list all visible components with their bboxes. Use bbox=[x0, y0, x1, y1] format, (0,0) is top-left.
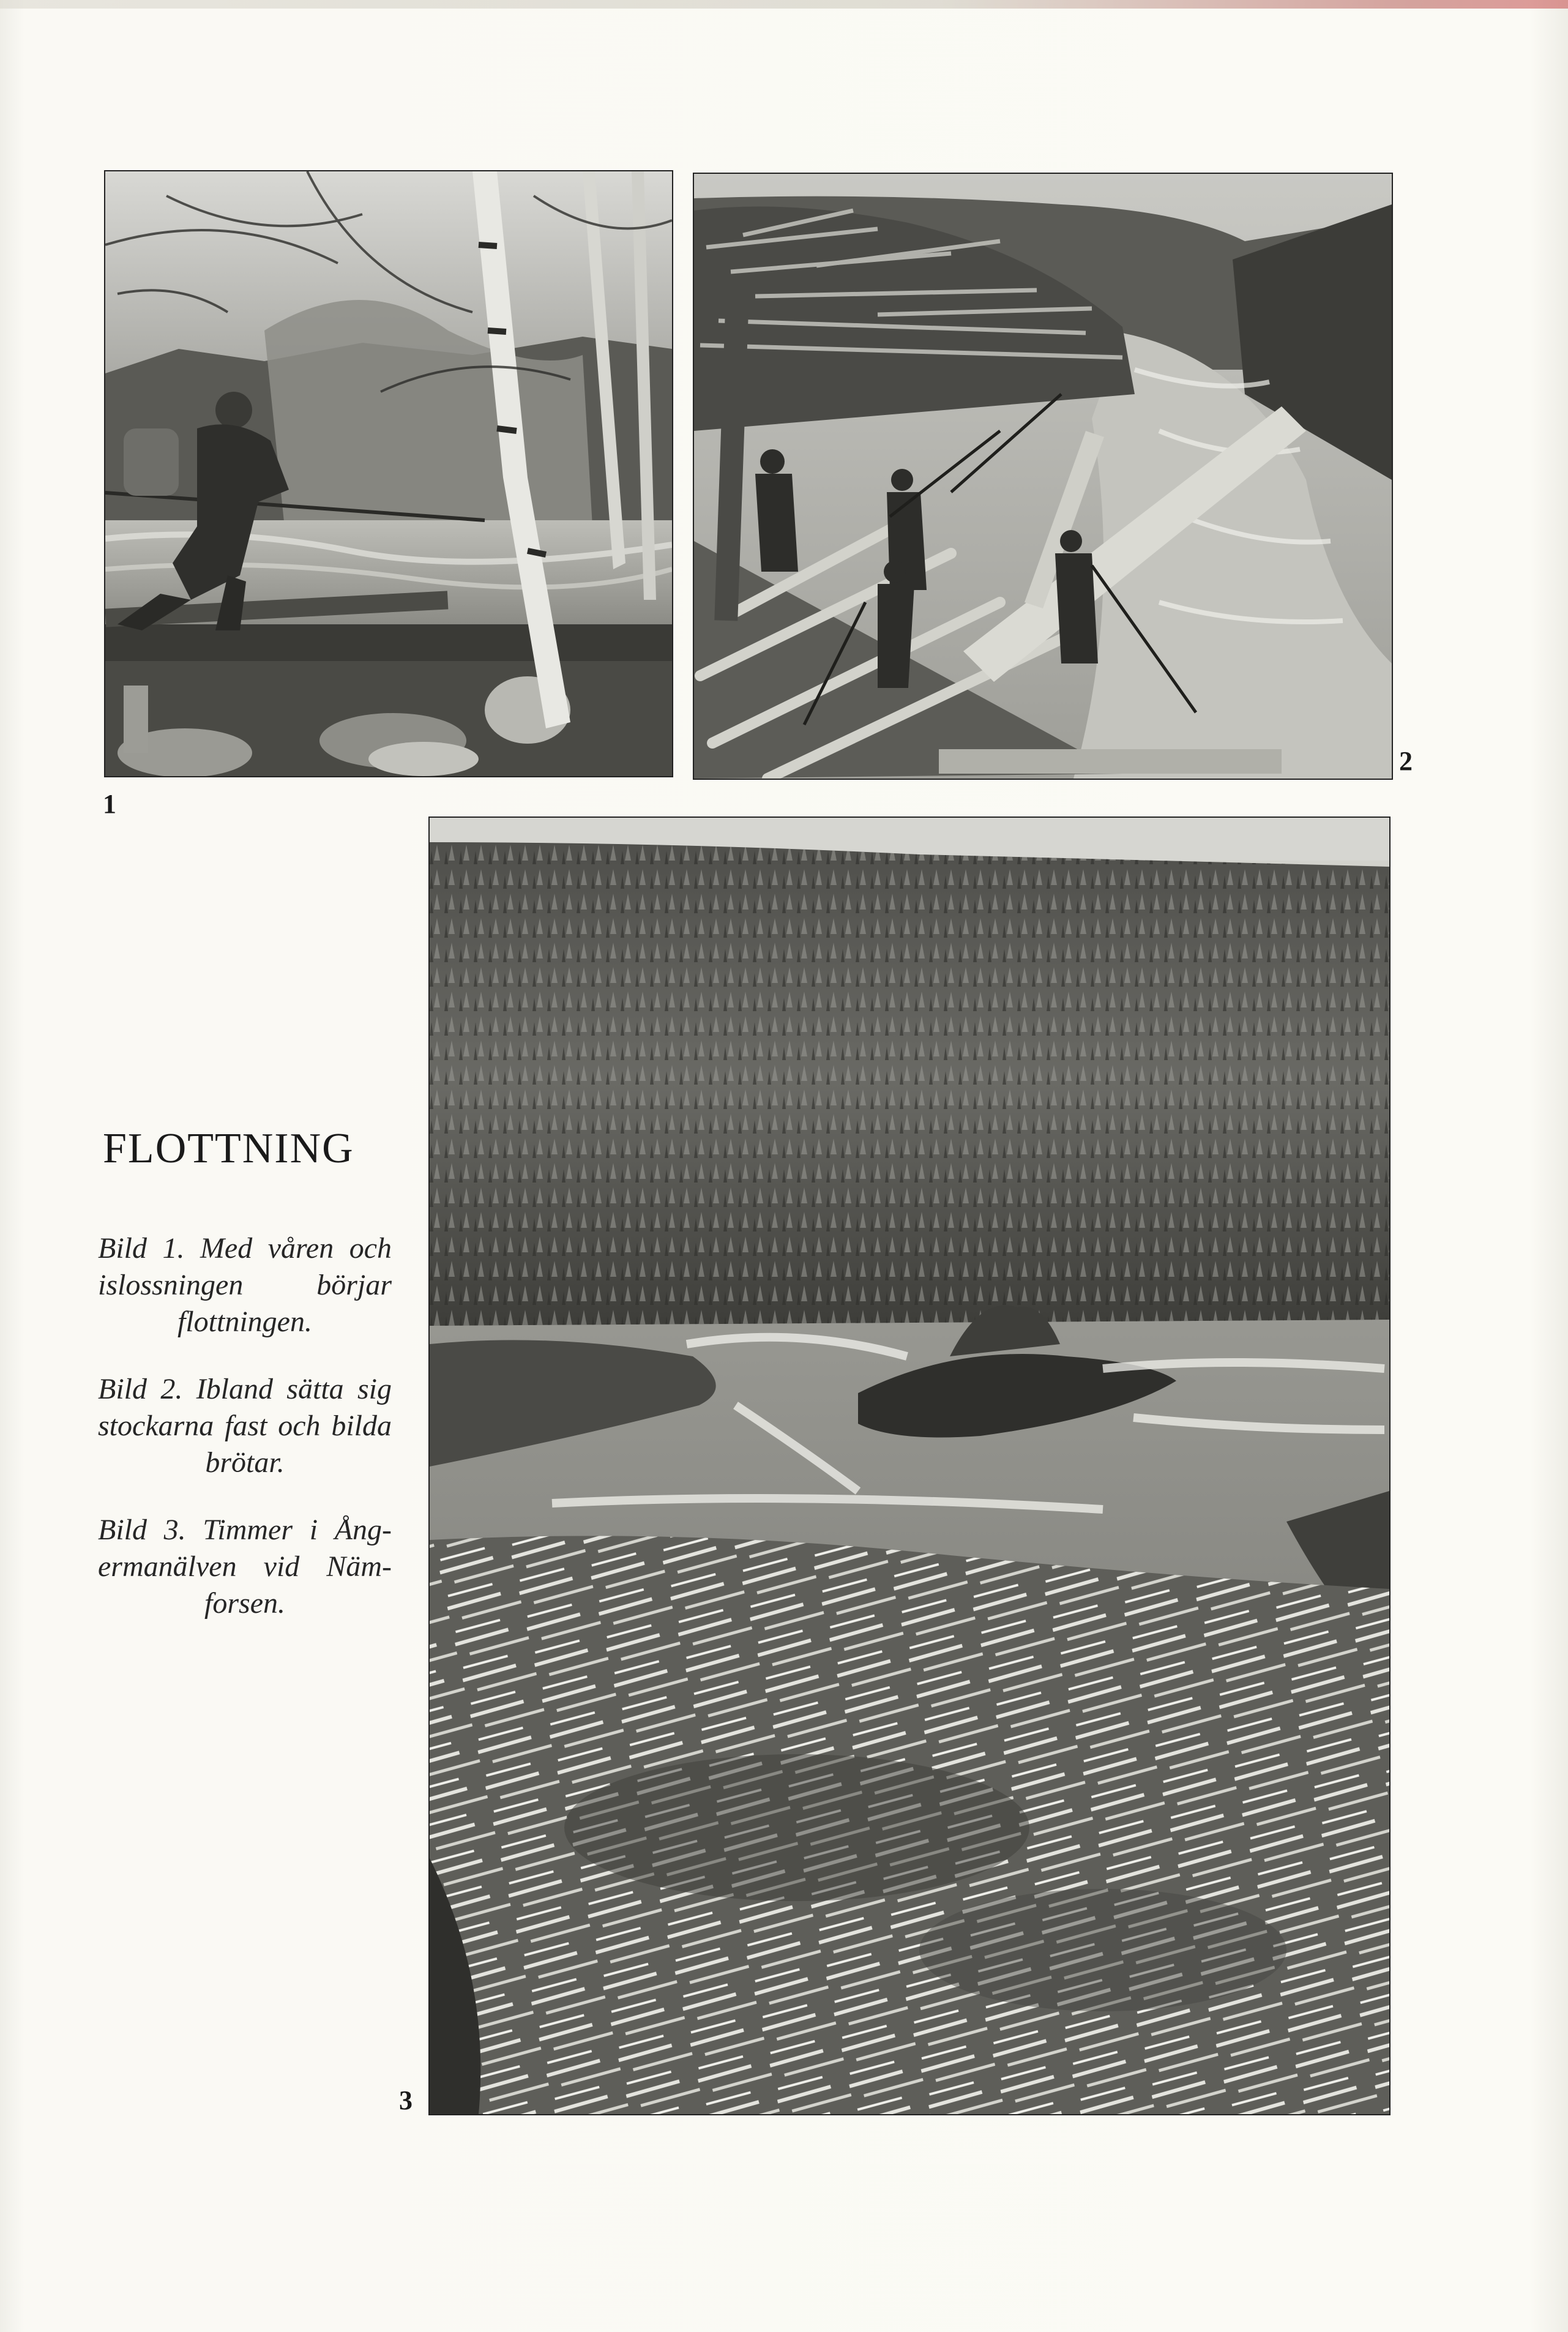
caption-bild-3: Bild 3. Timmer i Ångermanälven vid Nämforsen. bbox=[98, 1514, 392, 1620]
figure-number-1: 1 bbox=[103, 789, 116, 819]
photo-1-river-crossing bbox=[104, 170, 673, 777]
photo-3-timber-river bbox=[428, 817, 1391, 2115]
page-title: FLOTTNING bbox=[103, 1125, 354, 1172]
caption-bild-1: Bild 1. Med våren och islossningen börjar flottningen. bbox=[98, 1232, 392, 1338]
caption-bild-2: Bild 2. Ibland sätta sig stockarna fast och bilda brötar. bbox=[98, 1373, 392, 1479]
caption-list bbox=[98, 1230, 392, 1653]
figure-number-3: 3 bbox=[399, 2085, 413, 2115]
figure-number-2: 2 bbox=[1399, 746, 1413, 776]
photo-2-log-jam bbox=[693, 173, 1393, 780]
paper-top-edge bbox=[0, 0, 1568, 9]
